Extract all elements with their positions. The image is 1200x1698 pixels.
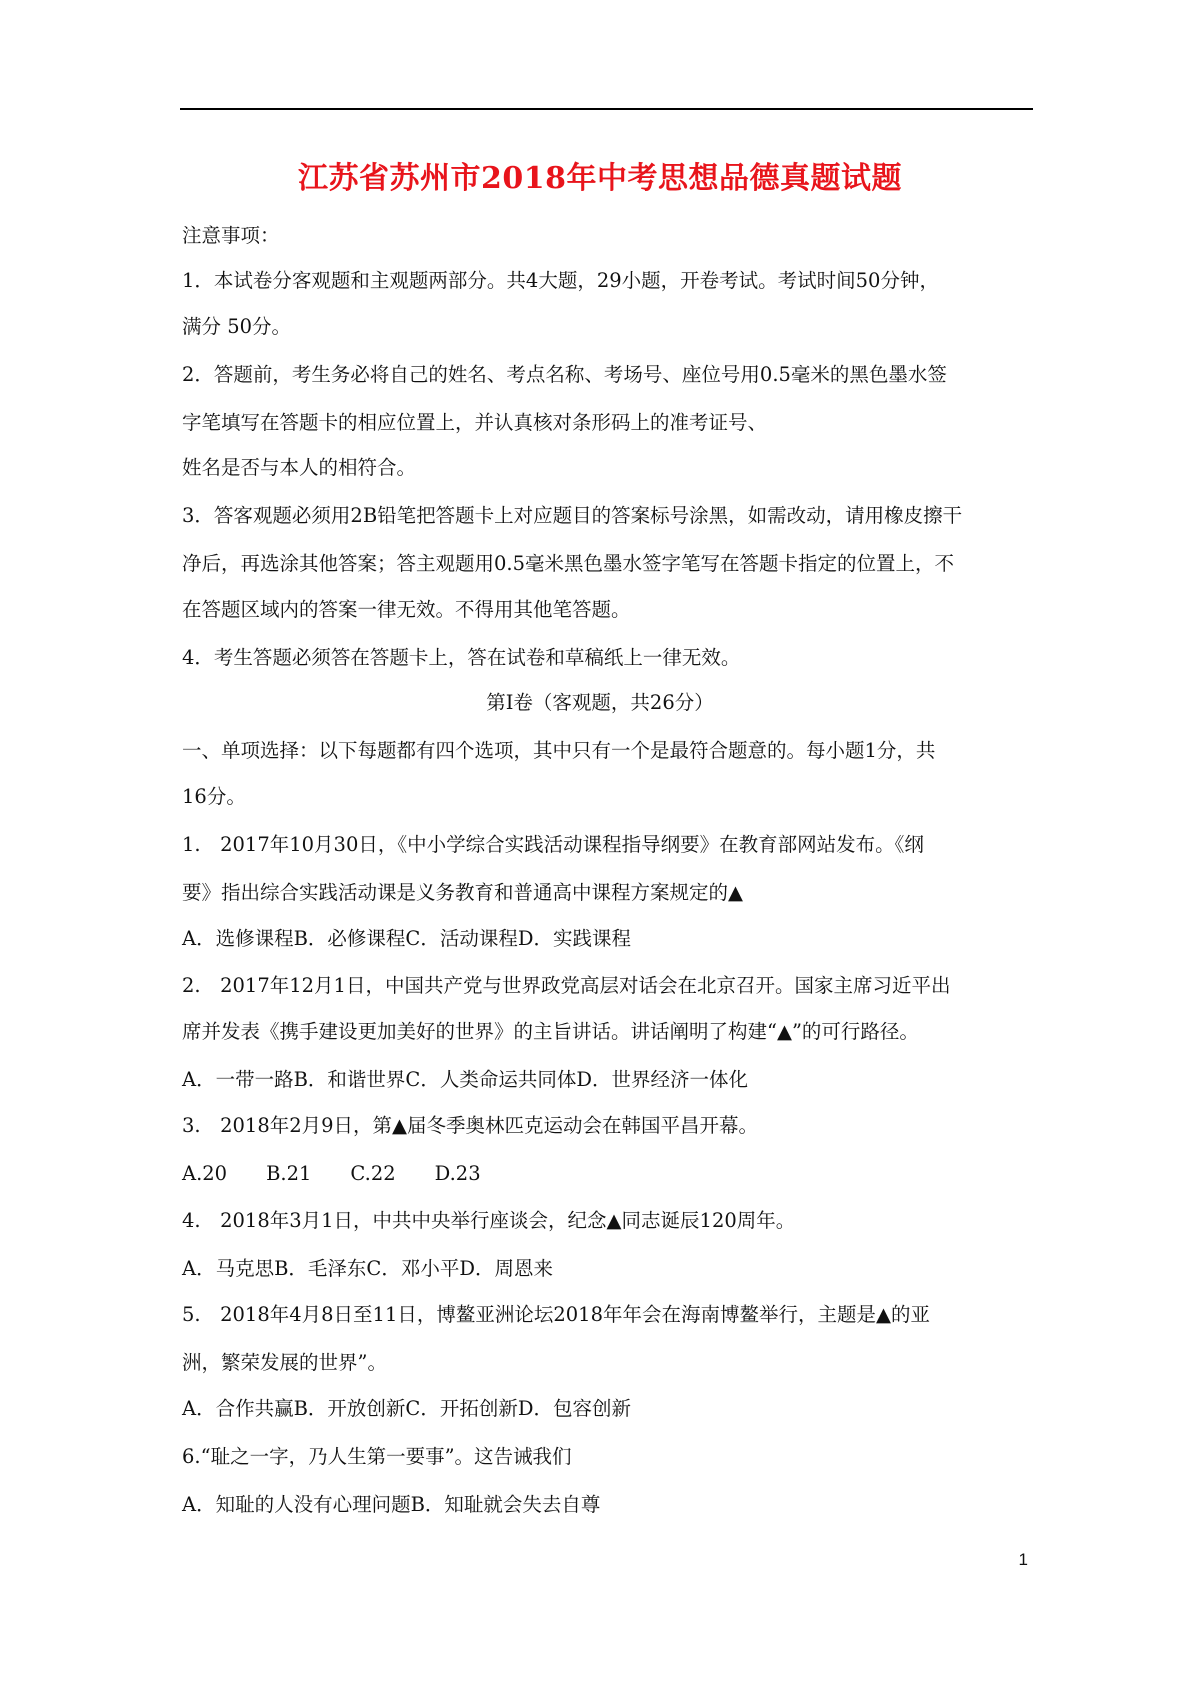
question-5-options: A．合作共赢B．开放创新C．开拓创新D．包容创新 bbox=[182, 1397, 631, 1420]
notice-item-2-line-1: 2．答题前，考生务必将自己的姓名、考点名称、考场号、座位号用0.5毫米的黑色墨水签 bbox=[182, 363, 947, 386]
notice-item-2-line-3: 姓名是否与本人的相符合。 bbox=[182, 456, 417, 479]
notice-item-2-line-2: 字笔填写在答题卡的相应位置上，并认真核对条形码上的准考证号、 bbox=[182, 411, 768, 434]
notice-item-3-line-3: 在答题区域内的答案一律无效。不得用其他笔答题。 bbox=[182, 598, 631, 621]
question-5-line-1: 5. 2018年4月8日至11日，博鳌亚洲论坛2018年年会在海南博鳌举行，主题是▲的亚 bbox=[182, 1303, 930, 1326]
part-one-instructions-line-1: 一、单项选择：以下每题都有四个选项，其中只有一个是最符合题意的。每小题1分，共 bbox=[182, 739, 936, 762]
section-heading: 第Ⅰ卷（客观题，共26分） bbox=[486, 691, 714, 714]
notice-item-1-line-2: 满分 50分。 bbox=[182, 315, 292, 338]
question-1-line-1: 1. 2017年10月30日，《中小学综合实践活动课程指导纲要》在教育部网站发布。《纲 bbox=[182, 833, 924, 856]
notice-item-3-line-2: 净后，再选涂其他答案；答主观题用0.5毫米黑色墨水签字笔写在答题卡指定的位置上，不 bbox=[182, 552, 955, 575]
question-1-line-2: 要》指出综合实践活动课是义务教育和普通高中课程方案规定的▲ bbox=[182, 881, 743, 904]
question-2-line-2: 席并发表《携手建设更加美好的世界》的主旨讲话。讲话阐明了构建“▲”的可行路径。 bbox=[182, 1020, 919, 1043]
question-5-line-2: 洲，繁荣发展的世界”。 bbox=[182, 1351, 387, 1374]
question-4-line-1: 4. 2018年3月1日，中共中央举行座谈会，纪念▲同志诞辰120周年。 bbox=[182, 1209, 796, 1232]
notice-heading: 注意事项： bbox=[182, 224, 280, 247]
page-number: 1 bbox=[1018, 1550, 1028, 1569]
document-title: 江苏省苏州市2018年中考思想品德真题试题 bbox=[298, 161, 902, 196]
part-one-instructions-line-2: 16分。 bbox=[182, 785, 246, 808]
question-6-options-partial: A．知耻的人没有心理问题B．知耻就会失去自尊 bbox=[182, 1493, 601, 1516]
notice-item-1-line-1: 1．本试卷分客观题和主观题两部分。共4大题，29小题，开卷考试。考试时间50分钟， bbox=[182, 269, 939, 292]
question-6-line-1: 6.“耻之一字，乃人生第一要事”。这告诫我们 bbox=[182, 1445, 572, 1468]
question-3-line-1: 3. 2018年2月9日，第▲届冬季奥林匹克运动会在韩国平昌开幕。 bbox=[182, 1114, 759, 1137]
question-1-options: A．选修课程B．必修课程C．活动课程D．实践课程 bbox=[182, 927, 631, 950]
notice-item-3-line-1: 3．答客观题必须用2B铅笔把答题卡上对应题目的答案标号涂黑，如需改动，请用橡皮擦干 bbox=[182, 504, 963, 527]
question-4-options: A．马克思B．毛泽东C．邓小平D．周恩来 bbox=[182, 1257, 553, 1280]
question-2-options: A．一带一路B．和谐世界C．人类命运共同体D．世界经济一体化 bbox=[182, 1068, 748, 1091]
question-3-options: A.20 B.21 C.22 D.23 bbox=[182, 1162, 481, 1185]
notice-item-4: 4．考生答题必须答在答题卡上，答在试卷和草稿纸上一律无效。 bbox=[182, 646, 741, 669]
question-2-line-1: 2. 2017年12月1日，中国共产党与世界政党高层对话会在北京召开。国家主席习近平出 bbox=[182, 974, 951, 997]
header-rule bbox=[180, 108, 1033, 110]
